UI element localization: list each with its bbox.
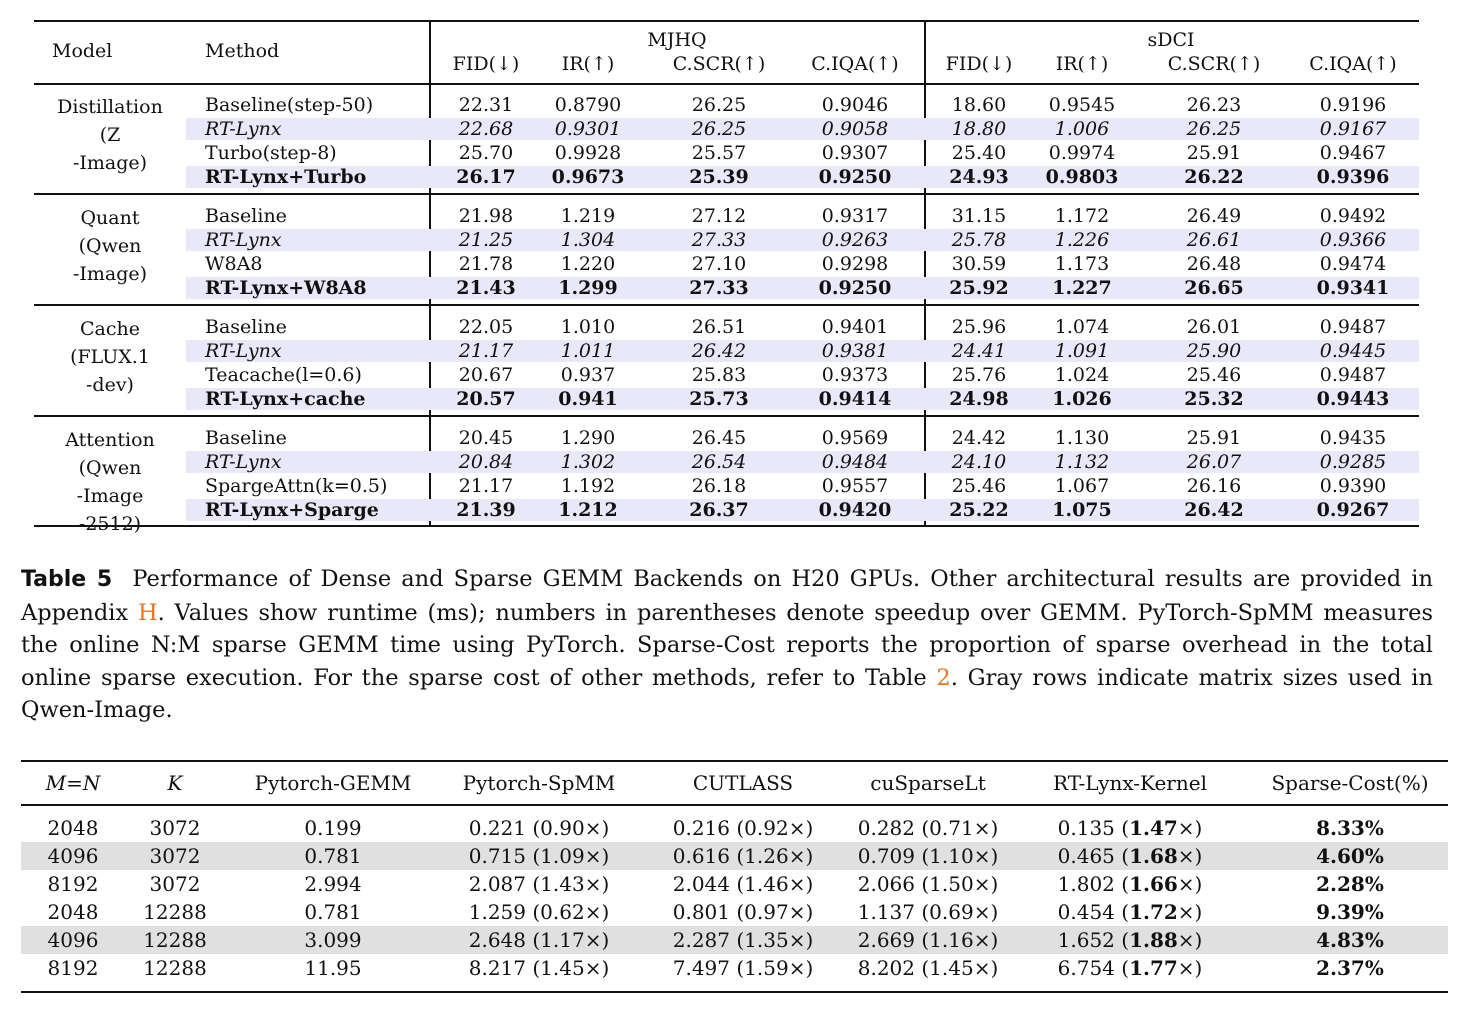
metric-value: 24.10 bbox=[951, 451, 1007, 473]
metric-value: 0.937 bbox=[560, 364, 616, 386]
metric-value: 25.46 bbox=[951, 475, 1007, 497]
metric-value: 26.07 bbox=[1186, 451, 1242, 473]
rt-lynx-speedup: 1.72 bbox=[1129, 900, 1178, 924]
metric-value: 24.42 bbox=[951, 427, 1007, 449]
metric-value: 0.9250 bbox=[818, 277, 892, 299]
close-paren: ×) bbox=[1177, 928, 1203, 952]
rt-lynx-kernel-time bbox=[1058, 870, 1203, 898]
metric-value: 27.33 bbox=[691, 229, 747, 251]
metric-value: 25.40 bbox=[951, 142, 1007, 164]
metric-value: 31.15 bbox=[951, 205, 1007, 227]
metric-value: 0.9298 bbox=[821, 253, 889, 275]
metric-value: 20.84 bbox=[458, 451, 514, 473]
metric-value: 25.70 bbox=[458, 142, 514, 164]
cusparselt-time: 2.669 (1.16×) bbox=[857, 928, 999, 952]
metric-value: 25.83 bbox=[691, 364, 747, 386]
metric-value: 25.92 bbox=[949, 277, 1009, 299]
metric-value: 1.026 bbox=[1052, 388, 1112, 410]
column-header: cuSparseLt bbox=[870, 771, 986, 795]
metric-value: 21.78 bbox=[458, 253, 514, 275]
metric-value: 0.9443 bbox=[1316, 388, 1390, 410]
metric-value: 25.91 bbox=[1186, 427, 1242, 449]
metric-value: 26.16 bbox=[1186, 475, 1242, 497]
metric-value: 21.39 bbox=[456, 499, 516, 521]
metric-value: 1.067 bbox=[1054, 475, 1110, 497]
metric-value: 0.9396 bbox=[1316, 166, 1390, 188]
column-header: M=N bbox=[45, 771, 101, 795]
metric-value: 1.130 bbox=[1054, 427, 1110, 449]
method-name: RT-Lynx+W8A8 bbox=[205, 277, 367, 299]
metric-value: 0.9557 bbox=[821, 475, 889, 497]
open-paren: ( bbox=[1114, 872, 1130, 896]
metric-value: 0.9569 bbox=[821, 427, 889, 449]
group-rule bbox=[34, 304, 1419, 306]
method-name: Baseline bbox=[205, 316, 287, 338]
cutlass-time: 0.616 (1.26×) bbox=[672, 844, 814, 868]
metric-value: 0.9046 bbox=[821, 94, 889, 116]
caption-text-1: Performance of Dense and Sparse GEMM Backends on H20 GPUs. Other architectural results are provided in Appendix bbox=[21, 566, 1433, 626]
metric-value: 0.9250 bbox=[818, 166, 892, 188]
metric-value: 18.60 bbox=[951, 94, 1007, 116]
rt-lynx-speedup: 1.88 bbox=[1129, 928, 1178, 952]
metric-value: 0.9196 bbox=[1319, 94, 1387, 116]
rt-lynx-runtime: 1.802 bbox=[1057, 872, 1115, 896]
matrix-k: 3072 bbox=[149, 872, 201, 896]
metric-value: 0.9673 bbox=[551, 166, 625, 188]
method-name: Turbo(step-8) bbox=[205, 142, 337, 164]
metric-value: 26.42 bbox=[1184, 499, 1244, 521]
rt-lynx-runtime: 0.465 bbox=[1057, 844, 1115, 868]
model-group-label-line: Distillation bbox=[57, 96, 163, 118]
metric-value: 21.98 bbox=[458, 205, 514, 227]
metric-value: 22.05 bbox=[458, 316, 514, 338]
sparse-cost: 9.39% bbox=[1316, 900, 1384, 924]
metric-value: 20.67 bbox=[458, 364, 514, 386]
matrix-mn: 4096 bbox=[47, 928, 99, 952]
metric-value: 26.48 bbox=[1186, 253, 1242, 275]
model-group-label bbox=[40, 315, 180, 399]
bottom-rule bbox=[34, 525, 1419, 527]
model-group-label-line: -Image) bbox=[72, 152, 148, 174]
header-metric: C.IQA(↑) bbox=[1309, 53, 1397, 75]
open-paren: ( bbox=[1114, 816, 1130, 840]
metric-value: 0.9390 bbox=[1319, 475, 1387, 497]
header-metric: IR(↑) bbox=[561, 53, 615, 75]
pytorch-spmm-time: 2.087 (1.43×) bbox=[468, 872, 610, 896]
open-paren: ( bbox=[1114, 844, 1130, 868]
pytorch-gemm-time: 3.099 bbox=[304, 928, 362, 952]
metric-value: 26.23 bbox=[1186, 94, 1242, 116]
metric-value: 0.9445 bbox=[1319, 340, 1387, 362]
metric-value: 22.31 bbox=[458, 94, 514, 116]
cutlass-time: 2.044 (1.46×) bbox=[672, 872, 814, 896]
metric-value: 0.9487 bbox=[1319, 316, 1387, 338]
group-rule bbox=[34, 193, 1419, 195]
model-group-label-line: Attention bbox=[65, 429, 155, 451]
metric-value: 0.9366 bbox=[1319, 229, 1387, 251]
method-name: RT-Lynx bbox=[205, 229, 282, 251]
metric-value: 26.37 bbox=[689, 499, 749, 521]
cusparselt-time: 1.137 (0.69×) bbox=[857, 900, 999, 924]
metric-value: 26.42 bbox=[691, 340, 747, 362]
column-header: Sparse-Cost(%) bbox=[1271, 771, 1429, 795]
pytorch-spmm-time: 8.217 (1.45×) bbox=[468, 956, 610, 980]
matrix-mn: 2048 bbox=[47, 900, 99, 924]
metric-value: 0.9263 bbox=[821, 229, 889, 251]
metric-value: 18.80 bbox=[951, 118, 1007, 140]
metric-value: 0.9167 bbox=[1319, 118, 1387, 140]
pytorch-spmm-time: 0.221 (0.90×) bbox=[468, 816, 610, 840]
metric-value: 21.17 bbox=[458, 475, 514, 497]
model-group-label-line: Cache bbox=[80, 318, 140, 340]
model-group-label bbox=[40, 204, 180, 288]
model-group-label-line: (FLUX.1 bbox=[70, 346, 150, 368]
close-paren: ×) bbox=[1177, 900, 1203, 924]
cutlass-time: 2.287 (1.35×) bbox=[672, 928, 814, 952]
metric-value: 26.45 bbox=[691, 427, 747, 449]
pytorch-spmm-time: 0.715 (1.09×) bbox=[468, 844, 610, 868]
metric-value: 24.98 bbox=[949, 388, 1009, 410]
header-metric: FID(↓) bbox=[945, 53, 1013, 75]
metric-value: 25.78 bbox=[951, 229, 1007, 251]
rt-lynx-kernel-time bbox=[1058, 842, 1203, 870]
method-name: Baseline bbox=[205, 205, 287, 227]
metric-value: 0.9381 bbox=[821, 340, 889, 362]
sparse-cost: 4.60% bbox=[1316, 844, 1384, 868]
metric-value: 26.01 bbox=[1186, 316, 1242, 338]
method-name: RT-Lynx+Turbo bbox=[205, 166, 367, 188]
table-ref-link[interactable]: 2 bbox=[936, 664, 951, 691]
group-rule bbox=[34, 415, 1419, 417]
metric-value: 25.32 bbox=[1184, 388, 1244, 410]
metric-value: 1.075 bbox=[1052, 499, 1112, 521]
metric-value: 1.299 bbox=[558, 277, 618, 299]
model-group-label bbox=[40, 426, 180, 538]
metric-value: 25.73 bbox=[689, 388, 749, 410]
open-paren: ( bbox=[1114, 928, 1130, 952]
model-group-label-line: -2512) bbox=[78, 513, 142, 535]
model-group-label-line: -dev) bbox=[86, 374, 134, 396]
header-metric: C.SCR(↑) bbox=[672, 53, 766, 75]
metric-value: 25.57 bbox=[691, 142, 747, 164]
metric-value: 0.9487 bbox=[1319, 364, 1387, 386]
metric-value: 1.226 bbox=[1054, 229, 1110, 251]
model-group-label-line: -Image bbox=[76, 485, 144, 507]
metric-value: 25.91 bbox=[1186, 142, 1242, 164]
metric-value: 1.212 bbox=[558, 499, 618, 521]
bottom-rule bbox=[21, 991, 1448, 993]
metric-value: 0.9928 bbox=[554, 142, 622, 164]
metric-value: 0.9414 bbox=[818, 388, 892, 410]
metric-value: 1.024 bbox=[1054, 364, 1110, 386]
metric-value: 0.9301 bbox=[554, 118, 622, 140]
pytorch-spmm-time: 1.259 (0.62×) bbox=[468, 900, 610, 924]
pytorch-gemm-time: 0.781 bbox=[304, 900, 362, 924]
metric-value: 1.304 bbox=[560, 229, 616, 251]
metric-value: 26.54 bbox=[691, 451, 747, 473]
metric-value: 26.61 bbox=[1186, 229, 1242, 251]
method-name: Teacache(l=0.6) bbox=[205, 364, 362, 386]
rt-lynx-kernel-time bbox=[1058, 926, 1203, 954]
metric-value: 0.9803 bbox=[1045, 166, 1119, 188]
method-name: RT-Lynx+Sparge bbox=[205, 499, 379, 521]
pytorch-gemm-time: 0.781 bbox=[304, 844, 362, 868]
metric-value: 26.49 bbox=[1186, 205, 1242, 227]
sparse-cost: 4.83% bbox=[1316, 928, 1384, 952]
metric-value: 20.57 bbox=[456, 388, 516, 410]
metric-value: 0.9285 bbox=[1319, 451, 1387, 473]
metric-value: 0.9474 bbox=[1319, 253, 1387, 275]
metric-value: 1.192 bbox=[560, 475, 616, 497]
metric-value: 22.68 bbox=[458, 118, 514, 140]
cutlass-time: 7.497 (1.59×) bbox=[672, 956, 814, 980]
metric-value: 26.18 bbox=[691, 475, 747, 497]
matrix-mn: 2048 bbox=[47, 816, 99, 840]
method-name: RT-Lynx bbox=[205, 451, 282, 473]
model-group-label-line: (Qwen bbox=[78, 457, 142, 479]
method-name: SpargeAttn(k=0.5) bbox=[205, 475, 388, 497]
pytorch-gemm-time: 2.994 bbox=[304, 872, 362, 896]
model-group-label-line: (Qwen bbox=[78, 235, 142, 257]
header-rule bbox=[34, 83, 1419, 85]
metric-value: 20.45 bbox=[458, 427, 514, 449]
rt-lynx-speedup: 1.68 bbox=[1129, 844, 1178, 868]
matrix-k: 3072 bbox=[149, 844, 201, 868]
cusparselt-time: 0.282 (0.71×) bbox=[857, 816, 999, 840]
model-group-label-line: -Image) bbox=[72, 263, 148, 285]
metric-value: 26.25 bbox=[691, 118, 747, 140]
metric-value: 24.41 bbox=[951, 340, 1007, 362]
rt-lynx-kernel-time bbox=[1058, 898, 1203, 926]
matrix-k: 12288 bbox=[143, 928, 207, 952]
metric-value: 21.17 bbox=[458, 340, 514, 362]
metric-value: 0.9267 bbox=[1316, 499, 1390, 521]
metric-value: 25.76 bbox=[951, 364, 1007, 386]
metric-value: 25.96 bbox=[951, 316, 1007, 338]
matrix-k: 12288 bbox=[143, 900, 207, 924]
metric-value: 0.941 bbox=[558, 388, 618, 410]
matrix-mn: 8192 bbox=[47, 956, 99, 980]
metric-value: 25.22 bbox=[949, 499, 1009, 521]
metric-value: 0.9492 bbox=[1319, 205, 1387, 227]
close-paren: ×) bbox=[1177, 816, 1203, 840]
header-method: Method bbox=[205, 40, 280, 62]
results-table bbox=[34, 20, 1419, 535]
method-name: Baseline bbox=[205, 427, 287, 449]
metric-value: 26.25 bbox=[691, 94, 747, 116]
metric-value: 0.9373 bbox=[821, 364, 889, 386]
table-caption bbox=[21, 563, 1433, 727]
metric-value: 26.17 bbox=[456, 166, 516, 188]
matrix-k: 12288 bbox=[143, 956, 207, 980]
method-name: RT-Lynx bbox=[205, 340, 282, 362]
open-paren: ( bbox=[1114, 956, 1130, 980]
column-header: Pytorch-GEMM bbox=[254, 771, 412, 795]
metric-value: 0.9545 bbox=[1048, 94, 1116, 116]
metric-value: 1.172 bbox=[1054, 205, 1110, 227]
matrix-mn: 8192 bbox=[47, 872, 99, 896]
cusparselt-time: 8.202 (1.45×) bbox=[857, 956, 999, 980]
metric-value: 1.173 bbox=[1054, 253, 1110, 275]
close-paren: ×) bbox=[1177, 844, 1203, 868]
close-paren: ×) bbox=[1177, 956, 1203, 980]
column-header: K bbox=[167, 771, 183, 795]
metric-value: 0.9307 bbox=[821, 142, 889, 164]
matrix-k: 3072 bbox=[149, 816, 201, 840]
header-metric: FID(↓) bbox=[452, 53, 520, 75]
header-group-mjhq: MJHQ bbox=[647, 29, 707, 51]
pytorch-gemm-time: 0.199 bbox=[304, 816, 362, 840]
metric-value: 25.39 bbox=[689, 166, 749, 188]
metric-value: 26.22 bbox=[1184, 166, 1244, 188]
metric-value: 0.9317 bbox=[821, 205, 889, 227]
metric-value: 1.074 bbox=[1054, 316, 1110, 338]
metric-value: 0.9467 bbox=[1319, 142, 1387, 164]
model-group-label-line: (Z bbox=[99, 124, 121, 146]
metric-value: 0.9058 bbox=[821, 118, 889, 140]
open-paren: ( bbox=[1114, 900, 1130, 924]
rt-lynx-kernel-time bbox=[1058, 954, 1203, 982]
metric-value: 30.59 bbox=[951, 253, 1007, 275]
method-name: W8A8 bbox=[205, 253, 263, 275]
metric-value: 27.10 bbox=[691, 253, 747, 275]
header-metric: IR(↑) bbox=[1055, 53, 1109, 75]
pytorch-spmm-time: 2.648 (1.17×) bbox=[468, 928, 610, 952]
rt-lynx-kernel-time bbox=[1058, 814, 1203, 842]
header-metric: C.SCR(↑) bbox=[1167, 53, 1261, 75]
close-paren: ×) bbox=[1177, 872, 1203, 896]
metric-value: 0.9401 bbox=[821, 316, 889, 338]
metric-value: 26.25 bbox=[1186, 118, 1242, 140]
header-group-sdci: sDCI bbox=[1147, 29, 1195, 51]
metric-value: 24.93 bbox=[949, 166, 1009, 188]
column-header: Pytorch-SpMM bbox=[462, 771, 616, 795]
metric-value: 25.46 bbox=[1186, 364, 1242, 386]
caption-label: Table 5 bbox=[21, 567, 113, 592]
caption-text-2: . Values show runtime (ms); numbers in parentheses denote speedup over GEMM. PyTorch-SpMM measures the online N:M sparse GEMM time using PyTorch. Sparse-Cost reports the proportion of sparse overhead in the total online sparse execution. For the sparse cost of other methods, refer to Table bbox=[21, 599, 1433, 691]
metric-value: 1.091 bbox=[1054, 340, 1110, 362]
metric-value: 1.290 bbox=[560, 427, 616, 449]
metric-value: 1.220 bbox=[560, 253, 616, 275]
model-group-label-line: Quant bbox=[80, 207, 140, 229]
metric-value: 21.43 bbox=[456, 277, 516, 299]
cutlass-time: 0.801 (0.97×) bbox=[672, 900, 814, 924]
metric-value: 1.006 bbox=[1054, 118, 1110, 140]
rt-lynx-speedup: 1.47 bbox=[1129, 816, 1178, 840]
method-name: Baseline(step-50) bbox=[205, 94, 374, 116]
metric-value: 1.219 bbox=[560, 205, 616, 227]
sparse-cost: 2.37% bbox=[1316, 956, 1384, 980]
pytorch-gemm-time: 11.95 bbox=[304, 956, 362, 980]
rt-lynx-runtime: 1.652 bbox=[1057, 928, 1115, 952]
column-header: CUTLASS bbox=[692, 771, 794, 795]
rt-lynx-speedup: 1.66 bbox=[1129, 872, 1178, 896]
header-metric: C.IQA(↑) bbox=[811, 53, 899, 75]
matrix-mn: 4096 bbox=[47, 844, 99, 868]
metric-value: 26.65 bbox=[1184, 277, 1244, 299]
rt-lynx-speedup: 1.77 bbox=[1129, 956, 1178, 980]
rt-lynx-runtime: 0.454 bbox=[1057, 900, 1115, 924]
caption-text-3: . Gray rows indicate matrix sizes used in Qwen-Image. bbox=[21, 664, 1433, 723]
metric-value: 27.33 bbox=[689, 277, 749, 299]
metric-value: 0.9435 bbox=[1319, 427, 1387, 449]
sparse-cost: 8.33% bbox=[1316, 816, 1384, 840]
metric-value: 0.9974 bbox=[1048, 142, 1116, 164]
rt-lynx-runtime: 0.135 bbox=[1057, 816, 1115, 840]
sparse-cost: 2.28% bbox=[1316, 872, 1384, 896]
gemm-benchmark-table bbox=[21, 760, 1448, 994]
metric-value: 1.132 bbox=[1054, 451, 1110, 473]
metric-value: 0.9484 bbox=[821, 451, 889, 473]
metric-value: 1.302 bbox=[560, 451, 616, 473]
metric-value: 27.12 bbox=[691, 205, 747, 227]
metric-value: 1.010 bbox=[560, 316, 616, 338]
rt-lynx-runtime: 6.754 bbox=[1057, 956, 1115, 980]
metric-value: 21.25 bbox=[458, 229, 514, 251]
column-header: RT-Lynx-Kernel bbox=[1053, 771, 1207, 795]
cutlass-time: 0.216 (0.92×) bbox=[672, 816, 814, 840]
method-name: RT-Lynx+cache bbox=[205, 388, 366, 410]
appendix-link[interactable]: H bbox=[137, 599, 158, 626]
model-group-label bbox=[40, 93, 180, 177]
metric-value: 26.51 bbox=[691, 316, 747, 338]
header-rule bbox=[21, 804, 1448, 806]
cusparselt-time: 2.066 (1.50×) bbox=[857, 872, 999, 896]
metric-value: 0.9341 bbox=[1316, 277, 1390, 299]
header-model: Model bbox=[52, 40, 113, 62]
top-rule bbox=[34, 20, 1419, 22]
cusparselt-time: 0.709 (1.10×) bbox=[857, 844, 999, 868]
metric-value: 0.9420 bbox=[818, 499, 892, 521]
metric-value: 1.011 bbox=[560, 340, 616, 362]
metric-value: 0.8790 bbox=[554, 94, 622, 116]
metric-value: 1.227 bbox=[1052, 277, 1112, 299]
metric-value: 25.90 bbox=[1186, 340, 1242, 362]
method-name: RT-Lynx bbox=[205, 118, 282, 140]
top-rule bbox=[21, 760, 1448, 762]
